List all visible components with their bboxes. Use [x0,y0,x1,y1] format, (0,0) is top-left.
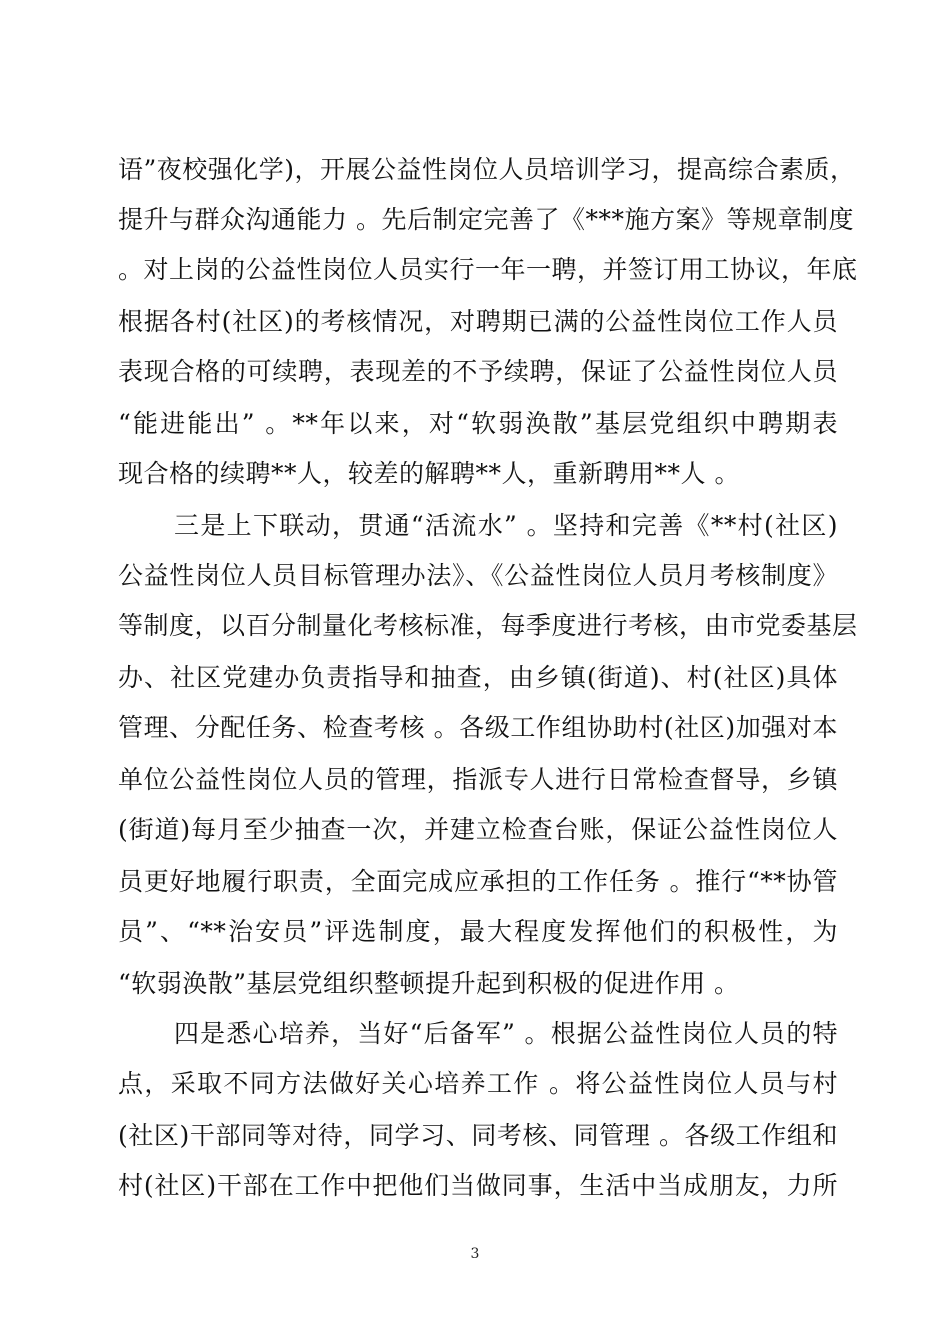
body-text-line: 。对上岗的公益性岗位人员实行一年一聘，并签订用工协议，年底 [118,255,858,284]
body-text-line: 根据各村(社区)的考核情况，对聘期已满的公益性岗位工作人员 [118,307,838,336]
body-text-line: 表现合格的可续聘，表现差的不予续聘，保证了公益性岗位人员 [118,357,838,386]
body-text-line: 等制度，以百分制量化考核标准，每季度进行考核，由市党委基层 [118,611,858,640]
page-number: 3 [470,1246,480,1262]
body-text-line: (街道)每月至少抽查一次，并建立检查台账，保证公益性岗位人 [118,815,838,844]
body-text-line: 提升与群众沟通能力 。先后制定完善了《***施方案》等规章制度 [118,205,854,234]
body-text-line: “能进能出” 。**年以来，对“软弱涣散”基层党组织中聘期表 [118,409,838,438]
body-text-line: “软弱涣散”基层党组织整顿提升起到积极的促进作用 。 [118,969,740,998]
body-text-line: 村(社区)干部在工作中把他们当做同事，生活中当成朋友，力所 [118,1171,838,1200]
body-text-line: (社区)干部同等对待，同学习、同考核、同管理 。各级工作组和 [118,1121,838,1150]
body-text-line: 员更好地履行职责，全面完成应承担的工作任务 。推行“**协管 [118,867,838,896]
paragraph-heading-line: 四是悉心培养，当好“后备军” 。根据公益性岗位人员的特 [174,1019,838,1048]
body-text-line: 公益性岗位人员目标管理办法》、《公益性岗位人员月考核制度》 [118,561,838,590]
body-text-line: 现合格的续聘**人，较差的解聘**人，重新聘用**人 。 [118,459,740,488]
paragraph-heading-line: 三是上下联动，贯通“活流水” 。坚持和完善《**村(社区) [174,511,838,540]
body-text-line: 办、社区党建办负责指导和抽查，由乡镇(街道)、村(社区)具体 [118,663,838,692]
body-text-line: 管理、分配任务、检查考核 。各级工作组协助村(社区)加强对本 [118,713,838,742]
body-text-line: 单位公益性岗位人员的管理，指派专人进行日常检查督导，乡镇 [118,765,838,794]
body-text-line: 员”、“**治安员”评选制度，最大程度发挥他们的积极性，为 [118,917,838,946]
body-text-line: 点，采取不同方法做好关心培养工作 。将公益性岗位人员与村 [118,1069,838,1098]
body-text-line: 语”夜校强化学)，开展公益性岗位人员培训学习，提高综合素质， [118,155,856,184]
